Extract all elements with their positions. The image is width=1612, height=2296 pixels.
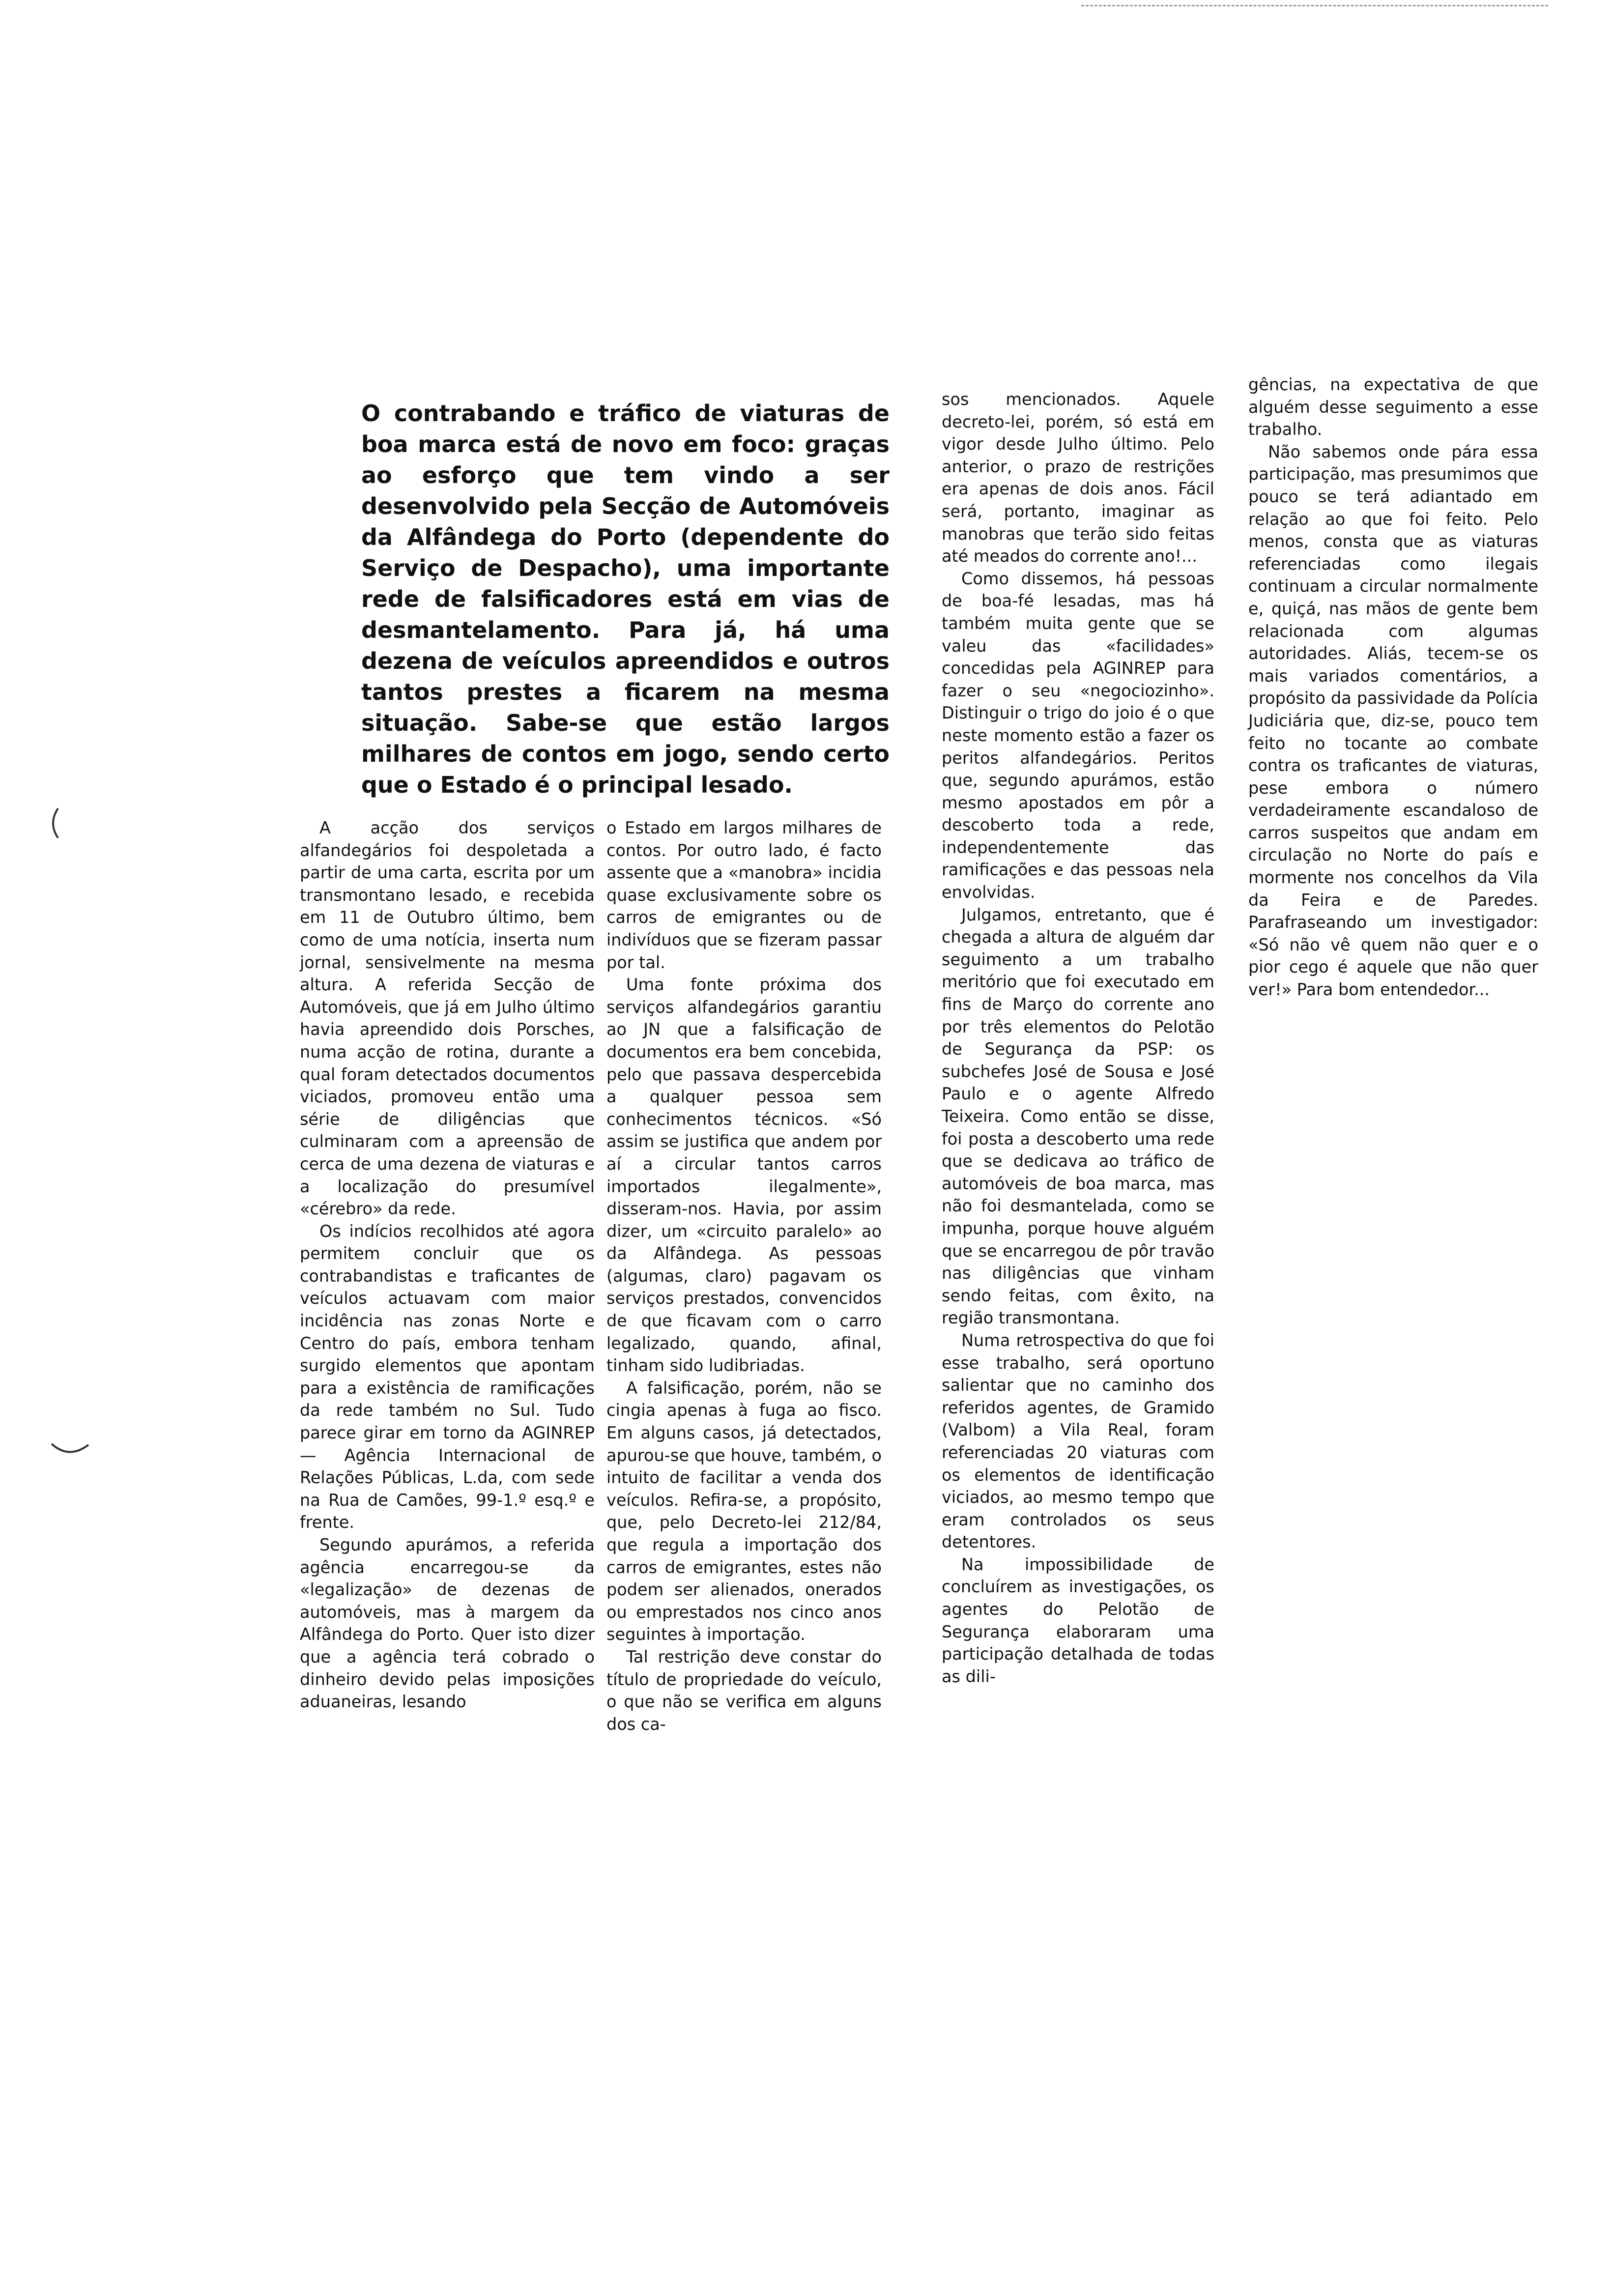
paragraph: sos mencionados. Aquele decreto-lei, porém, só está em vigor desde Julho último. Pelo anterior, o prazo de restrições era apenas de dois anos. Fácil será, portanto, imaginar as manobras que terão sido feitas até meados do corrente ano!... bbox=[942, 390, 1214, 566]
article-column-3 bbox=[942, 388, 1214, 1688]
scan-edge-line bbox=[1081, 5, 1548, 6]
paragraph: Os indícios recolhidos até agora permitem concluir que os contrabandistas e traficantes de veículos actuavam com maior incidência nas zonas Norte e Centro do país, embora tenham surgido elementos que apontam para a existência de ramificações da rede também no Sul. Tudo parece girar em torno da AGINREP — Agência Internacional de Relações Públicas, L.da, com sede na Rua de Camões, 99-1.º esq.º e frente. bbox=[300, 1221, 595, 1532]
paragraph: Uma fonte próxima dos serviços alfandegários garantiu ao JN que a falsificação de documentos era bem concebida, pelo que passava despercebida a qualquer pessoa sem conhecimentos técnicos. «Só assim se justifica que andem por aí a circular tantos carros importados ilegalmente», disseram-nos. Havia, por assim dizer, um «circuito paralelo» ao da Alfândega. As pessoas (algumas, claro) pagavam os serviços prestados, convencidos de que ficavam com o carro legalizado, quando, afinal, tinham sido ludibriadas. bbox=[606, 975, 882, 1376]
paragraph: Como dissemos, há pessoas de boa-fé lesadas, mas há também muita gente que se valeu das «facilidades» concedidas pela AGINREP para fazer o seu «negociozinho». Distinguir o trigo do joio é o que neste momento estão a fazer os peritos alfandegários. Peritos que, segundo apurámos, estão mesmo apostados em pôr a descoberto toda a rede, independentemente das ramificações e das pessoas nela envolvidas. bbox=[942, 569, 1214, 902]
paragraph: gências, na expectativa de que alguém desse seguimento a esse trabalho. bbox=[1248, 375, 1538, 439]
paragraph: A falsificação, porém, não se cingia apenas à fuga ao fisco. Em alguns casos, já detectados, apurou-se que houve, também, o intuito de facilitar a venda dos veículos. Refira-se, a propósito, que, pelo Decreto-lei 212/84, que regula a importação dos carros de emigrantes, estes não podem ser alienados, onerados ou emprestados nos cinco anos seguintes à importação. bbox=[606, 1378, 882, 1644]
paragraph: Na impossibilidade de concluírem as investigações, os agentes do Pelotão de Segurança elaboraram uma participação detalhada de todas as dili- bbox=[942, 1554, 1214, 1686]
paragraph: Segundo apurámos, a referida agência encarregou-se da «legalização» de dezenas de automóveis, mas à margem da Alfândega do Porto. Quer isto dizer que a agência terá cobrado o dinheiro devido pelas imposições aduaneiras, lesando bbox=[300, 1535, 595, 1712]
paragraph: A acção dos serviços alfandegários foi despoletada a partir de uma carta, escrita por um transmontano lesado, e recebida em 11 de Outubro último, bem como de uma notícia, inserta num jornal, sensivelmente na mesma altura. A referida Secção de Automóveis, que já em Julho último havia apreendido dois Porsches, numa acção de rotina, durante a qual foram detectados documentos viciados, promoveu então uma série de diligências que culminaram com a apreensão de cerca de uma dezena de viaturas e a localização do presumível «cérebro» da rede. bbox=[300, 818, 595, 1219]
article-lead: O contrabando e tráfico de viaturas de boa marca está de novo em foco: graças ao esforço que tem vindo a ser desenvolvido pela Secção de Automóveis da Alfândega do Porto (dependente do Serviço de Despacho), uma importante rede de falsificadores está em vias de desmantelamento. Para já, há uma dezena de veículos apreendidos e outros tantos prestes a ficarem na mesma situação. Sabe-se que estão largos milhares de contos em jogo, sendo certo que o Estado é o principal lesado. bbox=[361, 400, 890, 798]
paragraph: Tal restrição deve constar do título de propriedade do veículo, o que não se verifica em alguns dos ca- bbox=[606, 1647, 882, 1734]
paragraph: Julgamos, entretanto, que é chegada a altura de alguém dar seguimento a um trabalho meritório que foi executado em fins de Março do corrente ano por três elementos do Pelotão de Segurança da PSP: os subchefes José de Sousa e José Paulo e o agente Alfredo Teixeira. Como então se disse, foi posta a descoberto uma rede que se dedicava ao tráfico de automóveis de boa marca, mas não foi desmantelada, como se impunha, porque houve alguém que se encarregou de pôr travão nas diligências que vinham sendo feitas, com êxito, na região transmontana. bbox=[942, 905, 1214, 1328]
article-column-2 bbox=[606, 817, 882, 1735]
scan-speck bbox=[49, 1440, 93, 1460]
paragraph: Numa retrospectiva do que foi esse trabalho, será oportuno salientar que no caminho dos referidos agentes, de Gramido (Valbom) a Vila Real, foram referenciadas 20 viaturas com os elementos de identificação viciados, ao mesmo tempo que eram controlados os seus detentores. bbox=[942, 1330, 1214, 1552]
article-column-1 bbox=[300, 817, 595, 1713]
paragraph: Não sabemos onde pára essa participação, mas presumimos que pouco se terá adiantado em relação ao que foi feito. Pelo menos, consta que as viaturas referenciadas como ilegais continuam a circular normalmente e, quiçá, nas mãos de gente bem relacionada com algumas autoridades. Aliás, tecem-se os mais variados comentários, a propósito da passividade da Polícia Judiciária que, diz-se, pouco tem feito no tocante ao combate contra os traficantes de viaturas, pese embora o número verdadeiramente escandaloso de carros suspeitos que andam em circulação no Norte do país e mormente nos concelhos da Vila da Feira e de Paredes. Parafraseando um investigador: «Só não vê quem não quer e o pior cego é aquele que não quer ver!» Para bom entendedor... bbox=[1248, 442, 1538, 1000]
scan-speck bbox=[44, 806, 64, 840]
article-column-4 bbox=[1248, 373, 1538, 1001]
paragraph: o Estado em largos milhares de contos. Por outro lado, é facto assente que a «manobra» incidia quase exclusivamente sobre os carros de emigrantes ou de indivíduos que se fizeram passar por tal. bbox=[606, 818, 882, 972]
